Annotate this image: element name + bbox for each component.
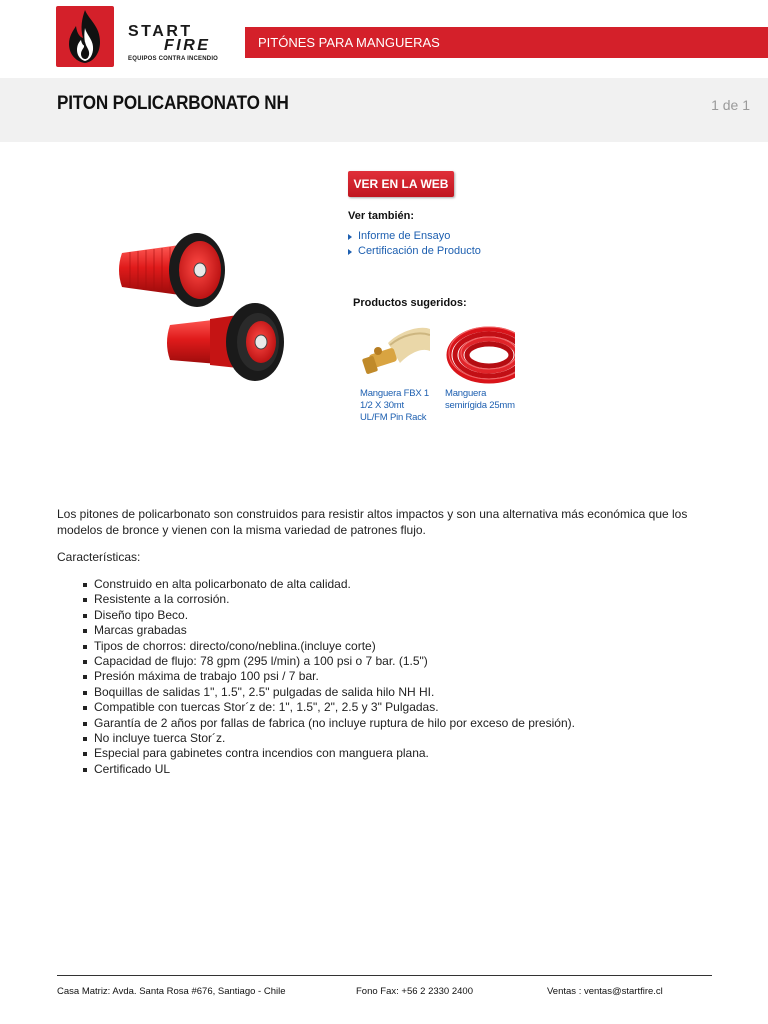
feature-item: Diseño tipo Beco.	[83, 608, 575, 623]
red-hose-reel-thumbnail	[445, 321, 515, 386]
logo-word-start: START	[128, 23, 193, 40]
link-arrow-icon	[348, 249, 352, 255]
product-description: Los pitones de policarbonato son construidos para resistir altos impactos y son una alternativa más económica que los modelos de bronce y vienen con la misma variedad de patrones flujo.	[57, 507, 688, 537]
suggested-product-label: Manguera FBX 1 1/2 X 30mt UL/FM Pin Rack	[360, 388, 430, 423]
feature-item: Boquillas de salidas 1", 1.5", 2.5" pulgadas de salida hilo NH HI.	[83, 685, 575, 700]
suggested-product-hose-semirigid[interactable]	[445, 321, 517, 412]
suggested-product-label: Manguera semirígida 25mm	[445, 388, 515, 411]
page-count: 1 de 1	[711, 97, 750, 113]
footer-phone: Fono Fax: +56 2 2330 2400	[356, 986, 473, 997]
nozzle-small	[119, 233, 225, 307]
logo-word-fire: FIRE	[164, 37, 211, 54]
feature-item: Resistente a la corrosión.	[83, 592, 575, 607]
logo-tagline: EQUIPOS CONTRA INCENDIO	[128, 56, 219, 62]
see-also-link-certification[interactable]	[348, 244, 481, 259]
link-label: Informe de Ensayo	[358, 230, 451, 242]
product-image	[110, 225, 300, 395]
feature-item: Certificado UL	[83, 762, 575, 777]
footer-divider	[57, 975, 712, 976]
link-label: Certificación de Producto	[358, 245, 481, 257]
see-also-list	[348, 229, 481, 259]
link-arrow-icon	[348, 234, 352, 240]
feature-item: Capacidad de flujo: 78 gpm (295 l/min) a 100 psi o 7 bar. (1.5")	[83, 654, 575, 669]
suggested-products-heading: Productos sugeridos:	[353, 297, 467, 309]
feature-item: Marcas grabadas	[83, 623, 575, 638]
hose-coupling-thumbnail	[360, 321, 430, 386]
flame-icon	[56, 6, 114, 67]
startfire-logo	[56, 6, 228, 68]
features-list	[83, 577, 575, 777]
logo-wordmark	[128, 25, 218, 62]
suggested-product-hose-fbx[interactable]	[360, 321, 432, 424]
feature-item: No incluye tuerca Stor´z.	[83, 731, 575, 746]
see-also-heading: Ver también:	[348, 210, 415, 222]
feature-item: Tipos de chorros: directo/cono/neblina.(incluye corte)	[83, 639, 575, 654]
feature-item: Especial para gabinetes contra incendios con manguera plana.	[83, 746, 575, 761]
see-also-link-test-report[interactable]	[348, 229, 481, 244]
feature-item: Construido en alta policarbonato de alta calidad.	[83, 577, 575, 592]
nozzle-large	[167, 303, 284, 381]
feature-item: Presión máxima de trabajo 100 psi / 7 bar.	[83, 669, 575, 684]
features-heading: Características:	[57, 550, 141, 564]
category-bar: PITÓNES PARA MANGUERAS	[245, 27, 768, 58]
feature-item: Compatible con tuercas Stor´z de: 1", 1.5", 2", 2.5 y 3" Pulgadas.	[83, 700, 575, 715]
page-title: PITON POLICARBONATO NH	[57, 93, 289, 114]
footer-address: Casa Matriz: Avda. Santa Rosa #676, Santiago - Chile	[57, 986, 286, 997]
footer-sales-email: Ventas : ventas@startfire.cl	[547, 986, 663, 997]
feature-item: Garantía de 2 años por fallas de fabrica (no incluye ruptura de hilo por exceso de presión).	[83, 716, 575, 731]
view-on-web-button[interactable]: VER EN LA WEB	[348, 171, 454, 197]
